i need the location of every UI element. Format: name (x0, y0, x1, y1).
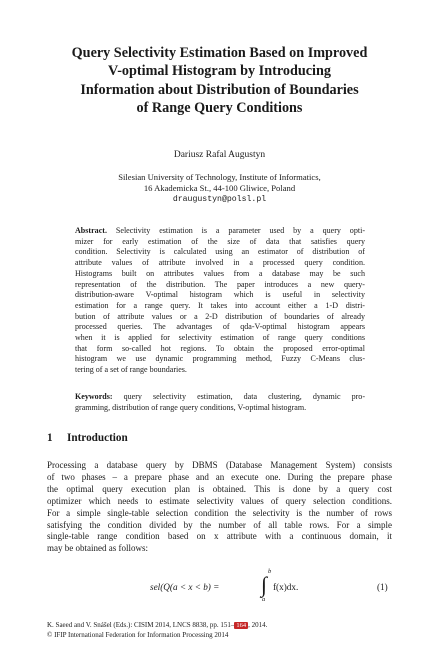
abstract-line: processed queries. The advantages of qda-V-optimal histogram appears (75, 322, 365, 332)
equation-number: (1) (377, 582, 388, 592)
affiliation-line: 16 Akademicka St., 44-100 Gliwice, Poland (143, 183, 296, 194)
integral-upper-bound: b (268, 568, 272, 575)
body-line: may be obtained as follows: (47, 543, 148, 554)
paper-title (30, 44, 409, 118)
affiliation (0, 172, 439, 206)
body-line: satisfying the condition divided by the number of all table rows. For a simple (47, 519, 392, 530)
title-line: of Range Query Conditions (136, 100, 303, 117)
abstract (75, 226, 365, 376)
title-line: Information about Distribution of Boundaries (80, 81, 359, 98)
equation (0, 570, 439, 606)
copyright-line: © IFIP International Federation for Information Processing 2014 (47, 630, 229, 639)
keywords-label: Keywords: (75, 392, 113, 401)
abstract-line: that form so-called hot regions. To obtain the proposed error-optimal (75, 343, 365, 353)
title-line: Query Selectivity Estimation Based on Improved (71, 45, 368, 61)
author-name: Dariusz Rafal Augustyn (173, 150, 266, 160)
body-line: optimizer which needs to estimate selectivity values of query selection conditions. (47, 495, 392, 506)
abstract-line: Histograms built on attributes values from a database may be such (75, 268, 365, 278)
affiliation-line: Silesian University of Technology, Institute of Informatics, (118, 172, 321, 182)
abstract-label: Abstract. (75, 226, 107, 235)
abstract-line: condition. Selectivity is calculated using an estimator of distribution of (75, 247, 365, 257)
abstract-line: Abstract. Selectivity estimation is a parameter used by a query opti- (75, 226, 365, 235)
citation-line: K. Saeed and V. Snášel (Eds.): CISIM 2014, LNCS 8838, pp. 151– 164 , 2014. (47, 621, 268, 629)
keywords-line: gramming, distribution of range query conditions, V-optimal histogram. (75, 402, 307, 412)
abstract-line: mizer for early estimation of the size of data that satisfies query (75, 236, 365, 246)
body-line: the optimal query execution plan is obtained. This is done by a query cost (47, 483, 392, 494)
abstract-line: tering of a set of range boundaries. (75, 365, 187, 375)
abstract-line: distribution-aware V-optimal histogram which is useful in selectivity (75, 290, 365, 300)
keywords-line: Keywords: query selectivity estimation, data clustering, dynamic pro- (75, 392, 366, 401)
body-line: Processing a database query by DBMS (Database Management System) consists (47, 460, 392, 470)
body-line: For a simple single-table selection condition the selectivity is the number of rows (47, 507, 392, 518)
body-line: of two phases – a prepare phase and an execute one. During the prepare phase (47, 471, 392, 482)
body-line: single-table range condition based on x attribute with a continuous domain, it (47, 531, 392, 542)
abstract-line: attribute values of attribute involved in a processed query condition. (75, 258, 365, 268)
equation-integrand: f(x)dx. (273, 582, 299, 592)
abstract-line: representation of the distribution. The paper introduces a new query- (75, 279, 365, 289)
keywords (75, 392, 365, 413)
integral-sign: ∫ (261, 572, 268, 597)
abstract-line: estimation for a range query. It takes into account either a 1-D distri- (75, 300, 365, 310)
title-line: V-optimal Histogram by Introducing (108, 63, 331, 80)
section-title: Introduction (67, 432, 128, 444)
author-email[interactable]: draugustyn@polsl.pl (172, 195, 267, 205)
section-heading (47, 432, 128, 444)
page-range-badge[interactable]: 164 (236, 622, 247, 629)
page-footer (47, 621, 267, 640)
abstract-line: when it is applied for selectivity estimation of range query conditions (75, 333, 365, 343)
body-text (47, 460, 392, 555)
integral-lower-bound: a (262, 596, 266, 603)
abstract-line: bution of attribute values or a 2-D distribution of boundaries of already (75, 311, 365, 321)
abstract-line: histogram we use dynamic programming method, Fuzzy C-Means clus- (75, 354, 365, 364)
equation-lhs: sel(Q(a < x < b) = (150, 582, 220, 592)
section-number: 1 (47, 432, 53, 444)
